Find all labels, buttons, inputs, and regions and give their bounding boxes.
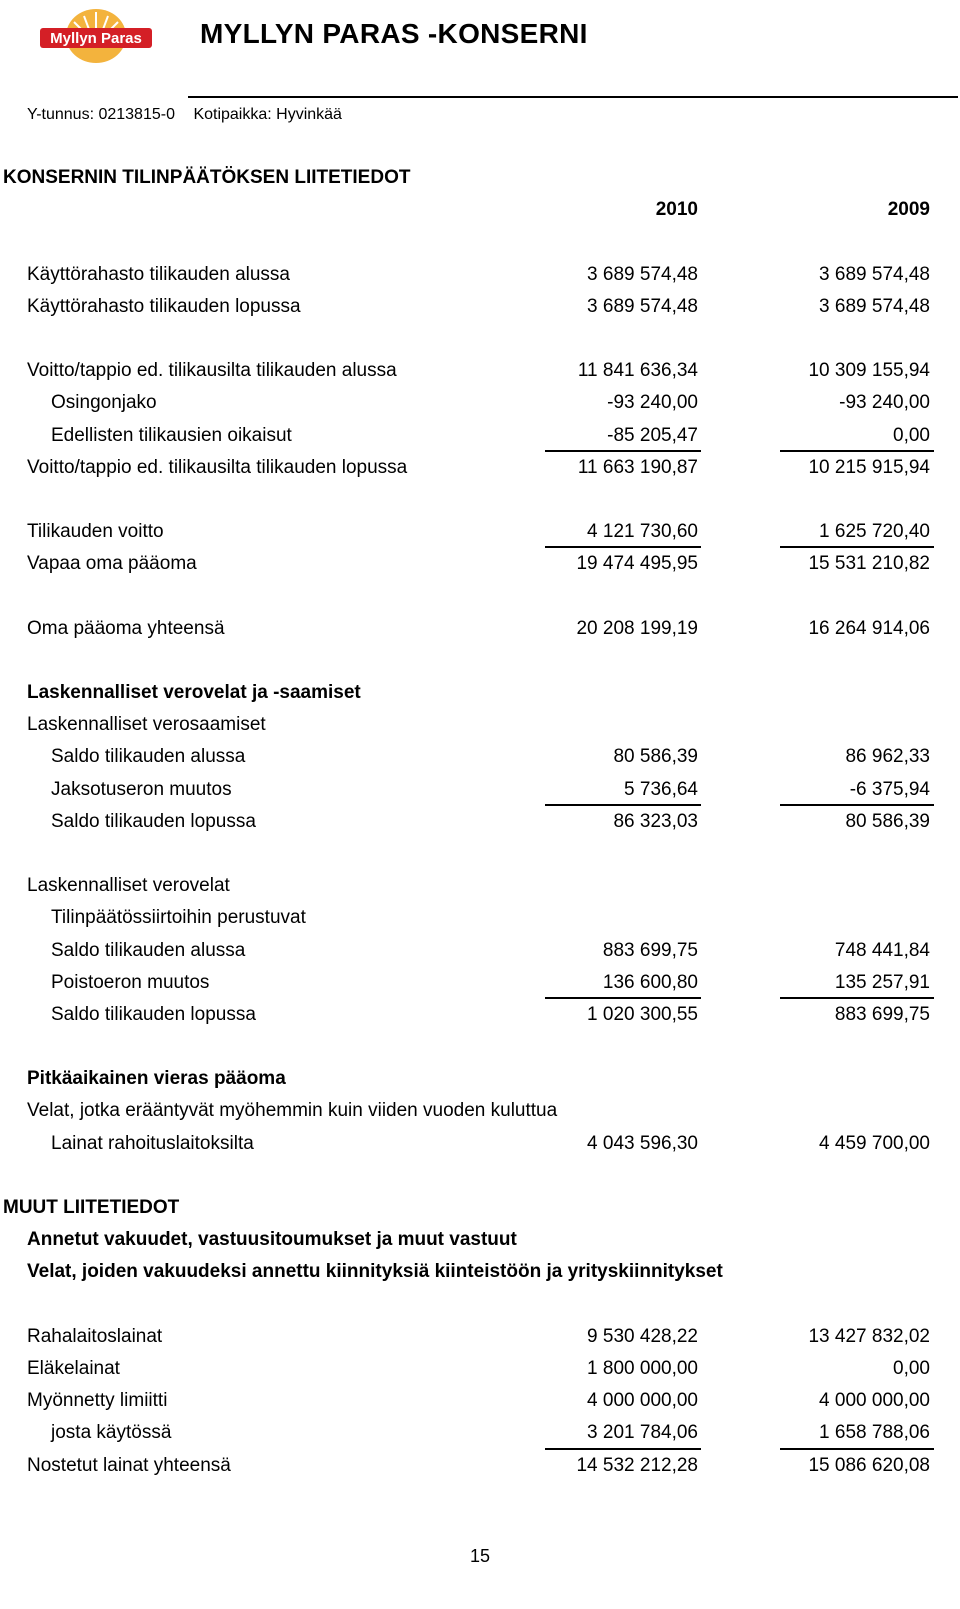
year-2010-header: 2010 bbox=[655, 199, 698, 221]
row-label: Jaksotuseron muutos bbox=[51, 778, 232, 800]
spacer bbox=[0, 838, 960, 870]
table-row bbox=[0, 1353, 960, 1385]
spacer bbox=[0, 645, 960, 677]
group-heading-row bbox=[0, 870, 960, 902]
business-id: Y-tunnus: 0213815-0 bbox=[27, 106, 175, 123]
value-2009: 10 215 915,94 bbox=[808, 456, 930, 478]
subsection-heading: Annetut vakuudet, vastuusitoumukset ja muut vastuut bbox=[27, 1229, 517, 1251]
year-2009-header: 2009 bbox=[887, 199, 930, 221]
value-2009: 10 309 155,94 bbox=[808, 360, 930, 382]
value-2010: 19 474 495,95 bbox=[576, 553, 698, 575]
value-2010: -85 205,47 bbox=[607, 424, 698, 446]
value-2009: 80 586,39 bbox=[845, 810, 930, 832]
table-row bbox=[0, 999, 960, 1031]
group-heading-row bbox=[0, 1095, 960, 1127]
row-label: Lainat rahoituslaitoksilta bbox=[51, 1132, 254, 1154]
value-2009: -6 375,94 bbox=[849, 778, 930, 800]
notes-document bbox=[0, 162, 960, 1482]
group-heading: Laskennalliset verosaamiset bbox=[27, 714, 266, 736]
value-2009: 883 699,75 bbox=[834, 1003, 930, 1025]
table-row bbox=[0, 613, 960, 645]
value-2010: 3 689 574,48 bbox=[587, 295, 698, 317]
row-label: Edellisten tilikausien oikaisut bbox=[51, 424, 292, 446]
value-2009: 4 459 700,00 bbox=[819, 1132, 930, 1154]
spacer bbox=[0, 1031, 960, 1063]
spacer bbox=[0, 484, 960, 516]
value-2010: 4 000 000,00 bbox=[587, 1390, 698, 1412]
section-heading-row bbox=[0, 162, 960, 194]
row-label: Eläkelainat bbox=[27, 1357, 120, 1379]
value-2009: 1 625 720,40 bbox=[819, 521, 930, 543]
table-row bbox=[0, 548, 960, 580]
group-heading: Laskennalliset verovelat bbox=[27, 875, 230, 897]
value-2010: 136 600,80 bbox=[602, 971, 698, 993]
table-row bbox=[0, 452, 960, 484]
value-2010: 883 699,75 bbox=[602, 939, 698, 961]
row-label: Saldo tilikauden alussa bbox=[51, 939, 246, 961]
value-2009: 15 531 210,82 bbox=[808, 553, 930, 575]
table-row bbox=[0, 806, 960, 838]
spacer bbox=[0, 226, 960, 258]
table-row bbox=[0, 1385, 960, 1417]
spacer bbox=[0, 580, 960, 612]
subsection-heading-row bbox=[0, 1063, 960, 1095]
row-label: Käyttörahasto tilikauden alussa bbox=[27, 263, 290, 285]
row-label: Voitto/tappio ed. tilikausilta tilikauden alussa bbox=[27, 360, 397, 382]
spacer bbox=[0, 1289, 960, 1321]
value-2010: 11 841 636,34 bbox=[577, 360, 698, 382]
value-2010: 3 689 574,48 bbox=[587, 263, 698, 285]
row-label: Tilikauden voitto bbox=[27, 521, 164, 543]
value-2010: 1 020 300,55 bbox=[587, 1003, 698, 1025]
row-label: Käyttörahasto tilikauden lopussa bbox=[27, 295, 301, 317]
section-heading: KONSERNIN TILINPÄÄTÖKSEN LIITETIEDOT bbox=[3, 167, 411, 188]
row-label: Vapaa oma pääoma bbox=[27, 553, 197, 575]
value-2009: 4 000 000,00 bbox=[819, 1390, 930, 1412]
value-2010: 4 121 730,60 bbox=[587, 521, 698, 543]
value-2009: 0,00 bbox=[893, 1357, 930, 1379]
table-row bbox=[0, 1128, 960, 1160]
table-row bbox=[0, 516, 960, 548]
registration-line bbox=[27, 106, 356, 124]
table-row bbox=[0, 935, 960, 967]
subsection-heading: Laskennalliset verovelat ja -saamiset bbox=[27, 682, 361, 703]
subsection-heading-row bbox=[0, 1224, 960, 1256]
value-2009: 748 441,84 bbox=[834, 939, 930, 961]
page-number: 15 bbox=[469, 1546, 491, 1566]
row-label: josta käytössä bbox=[51, 1422, 172, 1444]
table-row bbox=[0, 774, 960, 806]
value-2009: 3 689 574,48 bbox=[819, 295, 930, 317]
section-heading: MUUT LIITETIEDOT bbox=[3, 1197, 180, 1218]
group-heading: Velat, jotka erääntyvät myöhemmin kuin viiden vuoden kuluttua bbox=[27, 1100, 558, 1122]
value-2010: 5 736,64 bbox=[624, 778, 698, 800]
value-2009: 13 427 832,02 bbox=[808, 1325, 930, 1347]
value-2009: -93 240,00 bbox=[839, 392, 930, 414]
value-2009: 1 658 788,06 bbox=[819, 1422, 930, 1444]
value-2010: 20 208 199,19 bbox=[576, 617, 698, 639]
value-2010: 3 201 784,06 bbox=[587, 1422, 698, 1444]
value-2010: 14 532 212,28 bbox=[576, 1454, 698, 1476]
subsection-heading-row bbox=[0, 677, 960, 709]
row-label: Voitto/tappio ed. tilikausilta tilikauden lopussa bbox=[27, 456, 408, 478]
row-label: Oma pääoma yhteensä bbox=[27, 617, 225, 639]
header-divider bbox=[188, 96, 958, 98]
row-label: Myönnetty limiitti bbox=[27, 1390, 168, 1412]
value-2009: 135 257,91 bbox=[834, 971, 930, 993]
subsection-heading-row bbox=[0, 1256, 960, 1288]
subsection-heading: Pitkäaikainen vieras pääoma bbox=[27, 1068, 286, 1090]
row-label: Osingonjako bbox=[51, 392, 157, 414]
value-2010: 86 323,03 bbox=[613, 810, 698, 832]
row-label: Saldo tilikauden lopussa bbox=[51, 1003, 256, 1025]
table-row bbox=[0, 291, 960, 323]
value-2010: 80 586,39 bbox=[613, 746, 698, 768]
myllyn-paras-logo bbox=[40, 2, 152, 64]
table-row bbox=[0, 420, 960, 452]
value-2010: 1 800 000,00 bbox=[587, 1357, 698, 1379]
group-subheading-row bbox=[0, 902, 960, 934]
value-2009: 3 689 574,48 bbox=[819, 263, 930, 285]
spacer bbox=[0, 1160, 960, 1192]
table-row bbox=[0, 259, 960, 291]
table-row bbox=[0, 1417, 960, 1449]
table-row bbox=[0, 1321, 960, 1353]
table-row bbox=[0, 355, 960, 387]
row-label: Saldo tilikauden lopussa bbox=[51, 810, 256, 832]
row-label: Saldo tilikauden alussa bbox=[51, 746, 246, 768]
domicile: Kotipaikka: Hyvinkää bbox=[193, 106, 342, 123]
row-label: Rahalaitoslainat bbox=[27, 1325, 163, 1347]
section-heading-row bbox=[0, 1192, 960, 1224]
table-row bbox=[0, 967, 960, 999]
row-label: Nostetut lainat yhteensä bbox=[27, 1454, 231, 1476]
value-2010: 9 530 428,22 bbox=[587, 1325, 698, 1347]
value-2010: 4 043 596,30 bbox=[587, 1132, 698, 1154]
value-2009: 86 962,33 bbox=[845, 746, 930, 768]
group-subheading: Tilinpäätössiirtoihin perustuvat bbox=[51, 907, 306, 929]
value-2010: 11 663 190,87 bbox=[577, 456, 698, 478]
value-2009: 0,00 bbox=[893, 424, 930, 446]
table-row bbox=[0, 1450, 960, 1482]
company-title: MYLLYN PARAS -KONSERNI bbox=[200, 18, 588, 49]
row-label: Poistoeron muutos bbox=[51, 971, 210, 993]
spacer bbox=[0, 323, 960, 355]
page-header bbox=[0, 0, 960, 123]
group-heading-row bbox=[0, 709, 960, 741]
table-row bbox=[0, 741, 960, 773]
table-row bbox=[0, 387, 960, 419]
svg-text:Myllyn Paras: Myllyn Paras bbox=[50, 30, 142, 47]
value-2009: 16 264 914,06 bbox=[808, 617, 930, 639]
value-2009: 15 086 620,08 bbox=[808, 1454, 930, 1476]
subsection-heading: Velat, joiden vakuudeksi annettu kiinnityksiä kiinteistöön ja yrityskiinnitykset bbox=[27, 1261, 723, 1283]
value-2010: -93 240,00 bbox=[607, 392, 698, 414]
column-header-row bbox=[0, 194, 960, 226]
